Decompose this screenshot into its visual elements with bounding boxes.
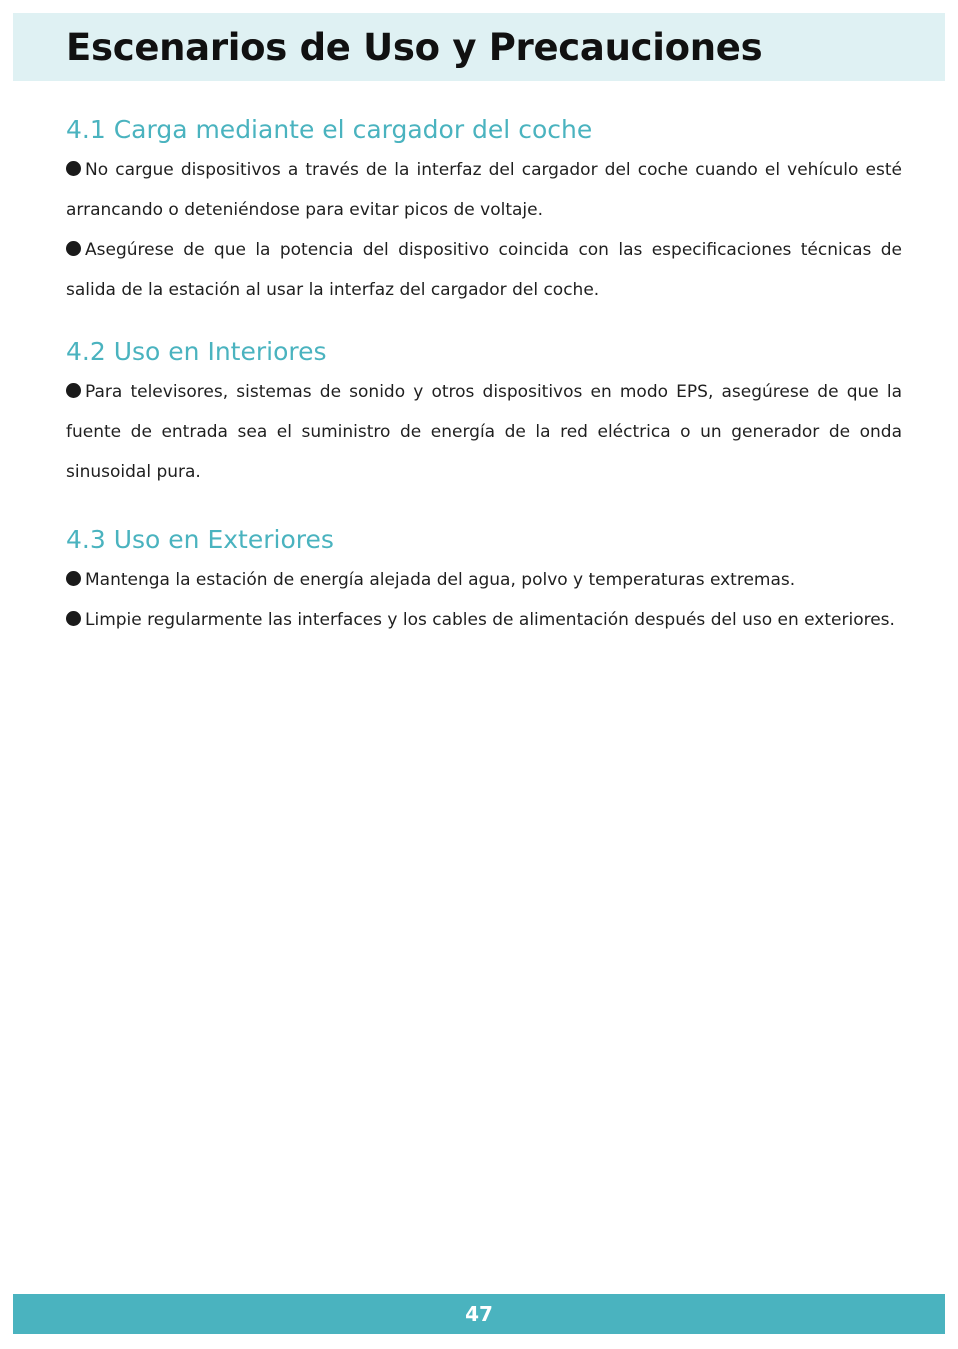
bullet-dot-icon (66, 571, 81, 586)
section-heading-indoor-use: 4.2 Uso en Interiores (66, 337, 327, 366)
section-heading-car-charger: 4.1 Carga mediante el cargador del coche (66, 115, 593, 144)
bullet-text: Para televisores, sistemas de sonido y otros dispositivos en modo EPS, asegúrese de que la fuente de entrada sea el suministro de energía de la red eléctrica o un generador de onda sinusoidal pura. (66, 382, 902, 482)
section-heading-outdoor-use: 4.3 Uso en Exteriores (66, 525, 334, 554)
footer-band (13, 1294, 945, 1334)
bullet-text: Mantenga la estación de energía alejada del agua, polvo y temperaturas extremas. (85, 570, 796, 590)
page-number: 47 (465, 1302, 493, 1326)
bullet-text: Limpie regularmente las interfaces y los cables de alimentación después del uso en exteriores. (85, 610, 895, 630)
bullet-item (66, 230, 902, 310)
bullet-text: No cargue dispositivos a través de la interfaz del cargador del coche cuando el vehículo esté arrancando o deteniéndose para evitar picos de voltaje. (66, 160, 902, 220)
bullet-item (66, 150, 902, 230)
bullet-item (66, 600, 902, 640)
bullet-item (66, 372, 902, 492)
bullet-dot-icon (66, 611, 81, 626)
bullet-dot-icon (66, 383, 81, 398)
bullet-dot-icon (66, 241, 81, 256)
page-title: Escenarios de Uso y Precauciones (66, 26, 763, 69)
bullet-text: Asegúrese de que la potencia del dispositivo coincida con las especificaciones técnicas de salida de la estación al usar la interfaz del cargador del coche. (66, 240, 902, 300)
bullet-dot-icon (66, 161, 81, 176)
bullet-item (66, 560, 902, 600)
page-content (66, 110, 902, 640)
